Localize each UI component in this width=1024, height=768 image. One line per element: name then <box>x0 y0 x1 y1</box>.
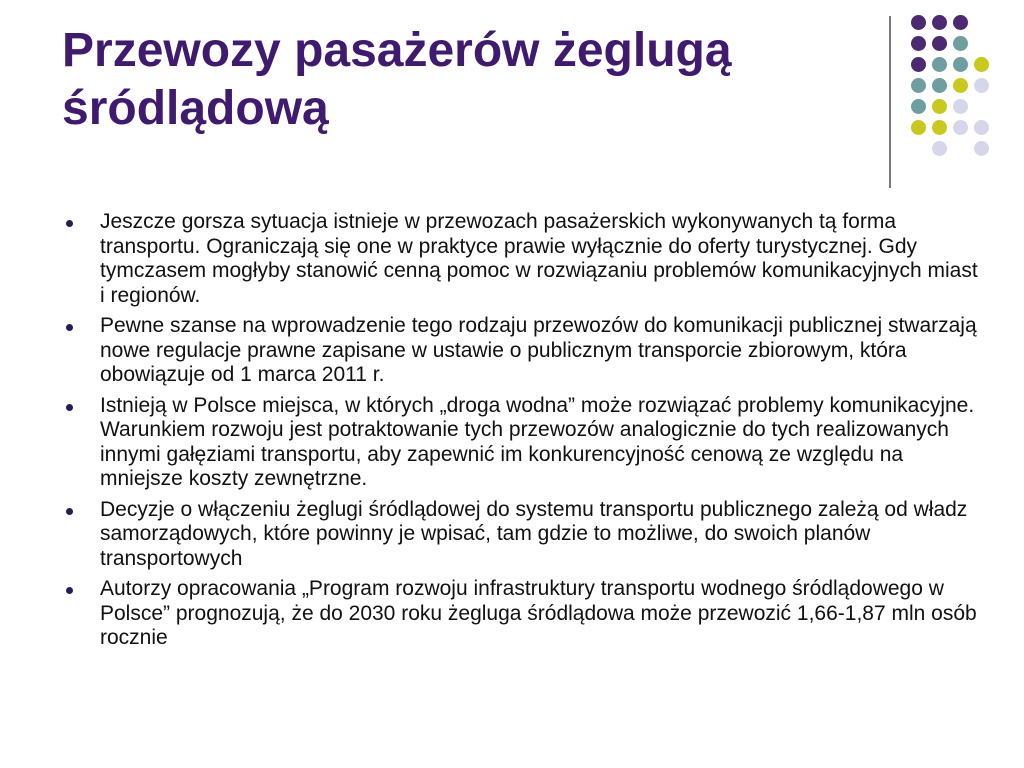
bullet-dot-icon <box>66 324 73 331</box>
bullet-item <box>62 314 987 388</box>
decorative-dot-yellow <box>953 78 968 93</box>
decorative-dot-yellow <box>932 99 947 114</box>
decorative-dot-lavender <box>932 141 947 156</box>
bullet-dot-icon <box>66 404 73 411</box>
decorative-dot-teal <box>932 57 947 72</box>
bullet-text: Istnieją w Polsce miejsca, w których „droga wodna” może rozwiązać problemy komunikacyjne. Warunkiem rozwoju jest potraktowanie tych przewozów analogicznie do tych realizowanych innymi gałęziami transportu, aby zapewnić im konkurencyjność cenową ze względu na mniejsze koszty zewnętrzne. <box>100 393 975 490</box>
bullet-list <box>62 210 987 657</box>
bullet-item <box>62 394 987 492</box>
decorative-dot-purple <box>911 36 926 51</box>
decorative-dot-lavender <box>974 141 989 156</box>
decorative-dot-yellow <box>911 120 926 135</box>
bullet-dot-icon <box>66 587 73 594</box>
decorative-dot-purple <box>911 15 926 30</box>
bullet-text: Decyzje o włączeniu żeglugi śródlądowej do systemu transportu publicznego zależą od władz samorządowych, które powinny je wpisać, tam gdzie to możliwe, do swoich planów transportowych <box>100 497 968 570</box>
decorative-dot-lavender <box>953 120 968 135</box>
decorative-dot-yellow <box>974 57 989 72</box>
decorative-dot-teal <box>932 78 947 93</box>
decorative-dot-lavender <box>953 99 968 114</box>
decorative-dot-lavender <box>974 78 989 93</box>
bullet-dot-icon <box>66 220 73 227</box>
decorative-dot-teal <box>911 99 926 114</box>
decorative-dot-teal <box>953 36 968 51</box>
bullet-item <box>62 210 987 308</box>
decorative-dot-yellow <box>932 120 947 135</box>
slide-title <box>62 22 862 138</box>
bullet-item <box>62 577 987 651</box>
bullet-text: Pewne szanse na wprowadzenie tego rodzaju przewozów do komunikacji publicznej stwarzają nowe regulacje prawne zapisane w ustawie o publicznym transporcie zbiorowym, która obowiązuje od 1 marca 2011 r. <box>100 314 977 386</box>
bullet-text: Jeszcze gorsza sytuacja istnieje w przewozach pasażerskich wykonywanych tą forma transportu. Ograniczają się one w praktyce prawie wyłącznie do oferty turystycznej. Gdy tymczasem mogłyby stanowić cenną pomoc w rozwiązaniu problemów komunikacyjnych miast i regionów. <box>100 210 978 307</box>
decorative-dot-purple <box>911 57 926 72</box>
decorative-dot-purple <box>932 15 947 30</box>
slide-title-line: Przewozy pasażerów żeglugą <box>62 24 732 77</box>
decorative-dot-teal <box>911 78 926 93</box>
decorative-dot-lavender <box>974 120 989 135</box>
decorative-dot-purple <box>932 36 947 51</box>
decorative-dot-teal <box>953 57 968 72</box>
bullet-text: Autorzy opracowania „Program rozwoju infrastruktury transportu wodnego śródlądowego w Polsce” prognozują, że do 2030 roku żegluga śródlądowa może przewozić 1,66-1,87 mln osób rocznie <box>100 577 977 649</box>
slide-title-line: śródlądową <box>62 82 329 135</box>
bullet-dot-icon <box>66 508 73 515</box>
title-divider-line <box>889 16 891 188</box>
bullet-item <box>62 498 987 572</box>
decorative-dot-purple <box>953 15 968 30</box>
